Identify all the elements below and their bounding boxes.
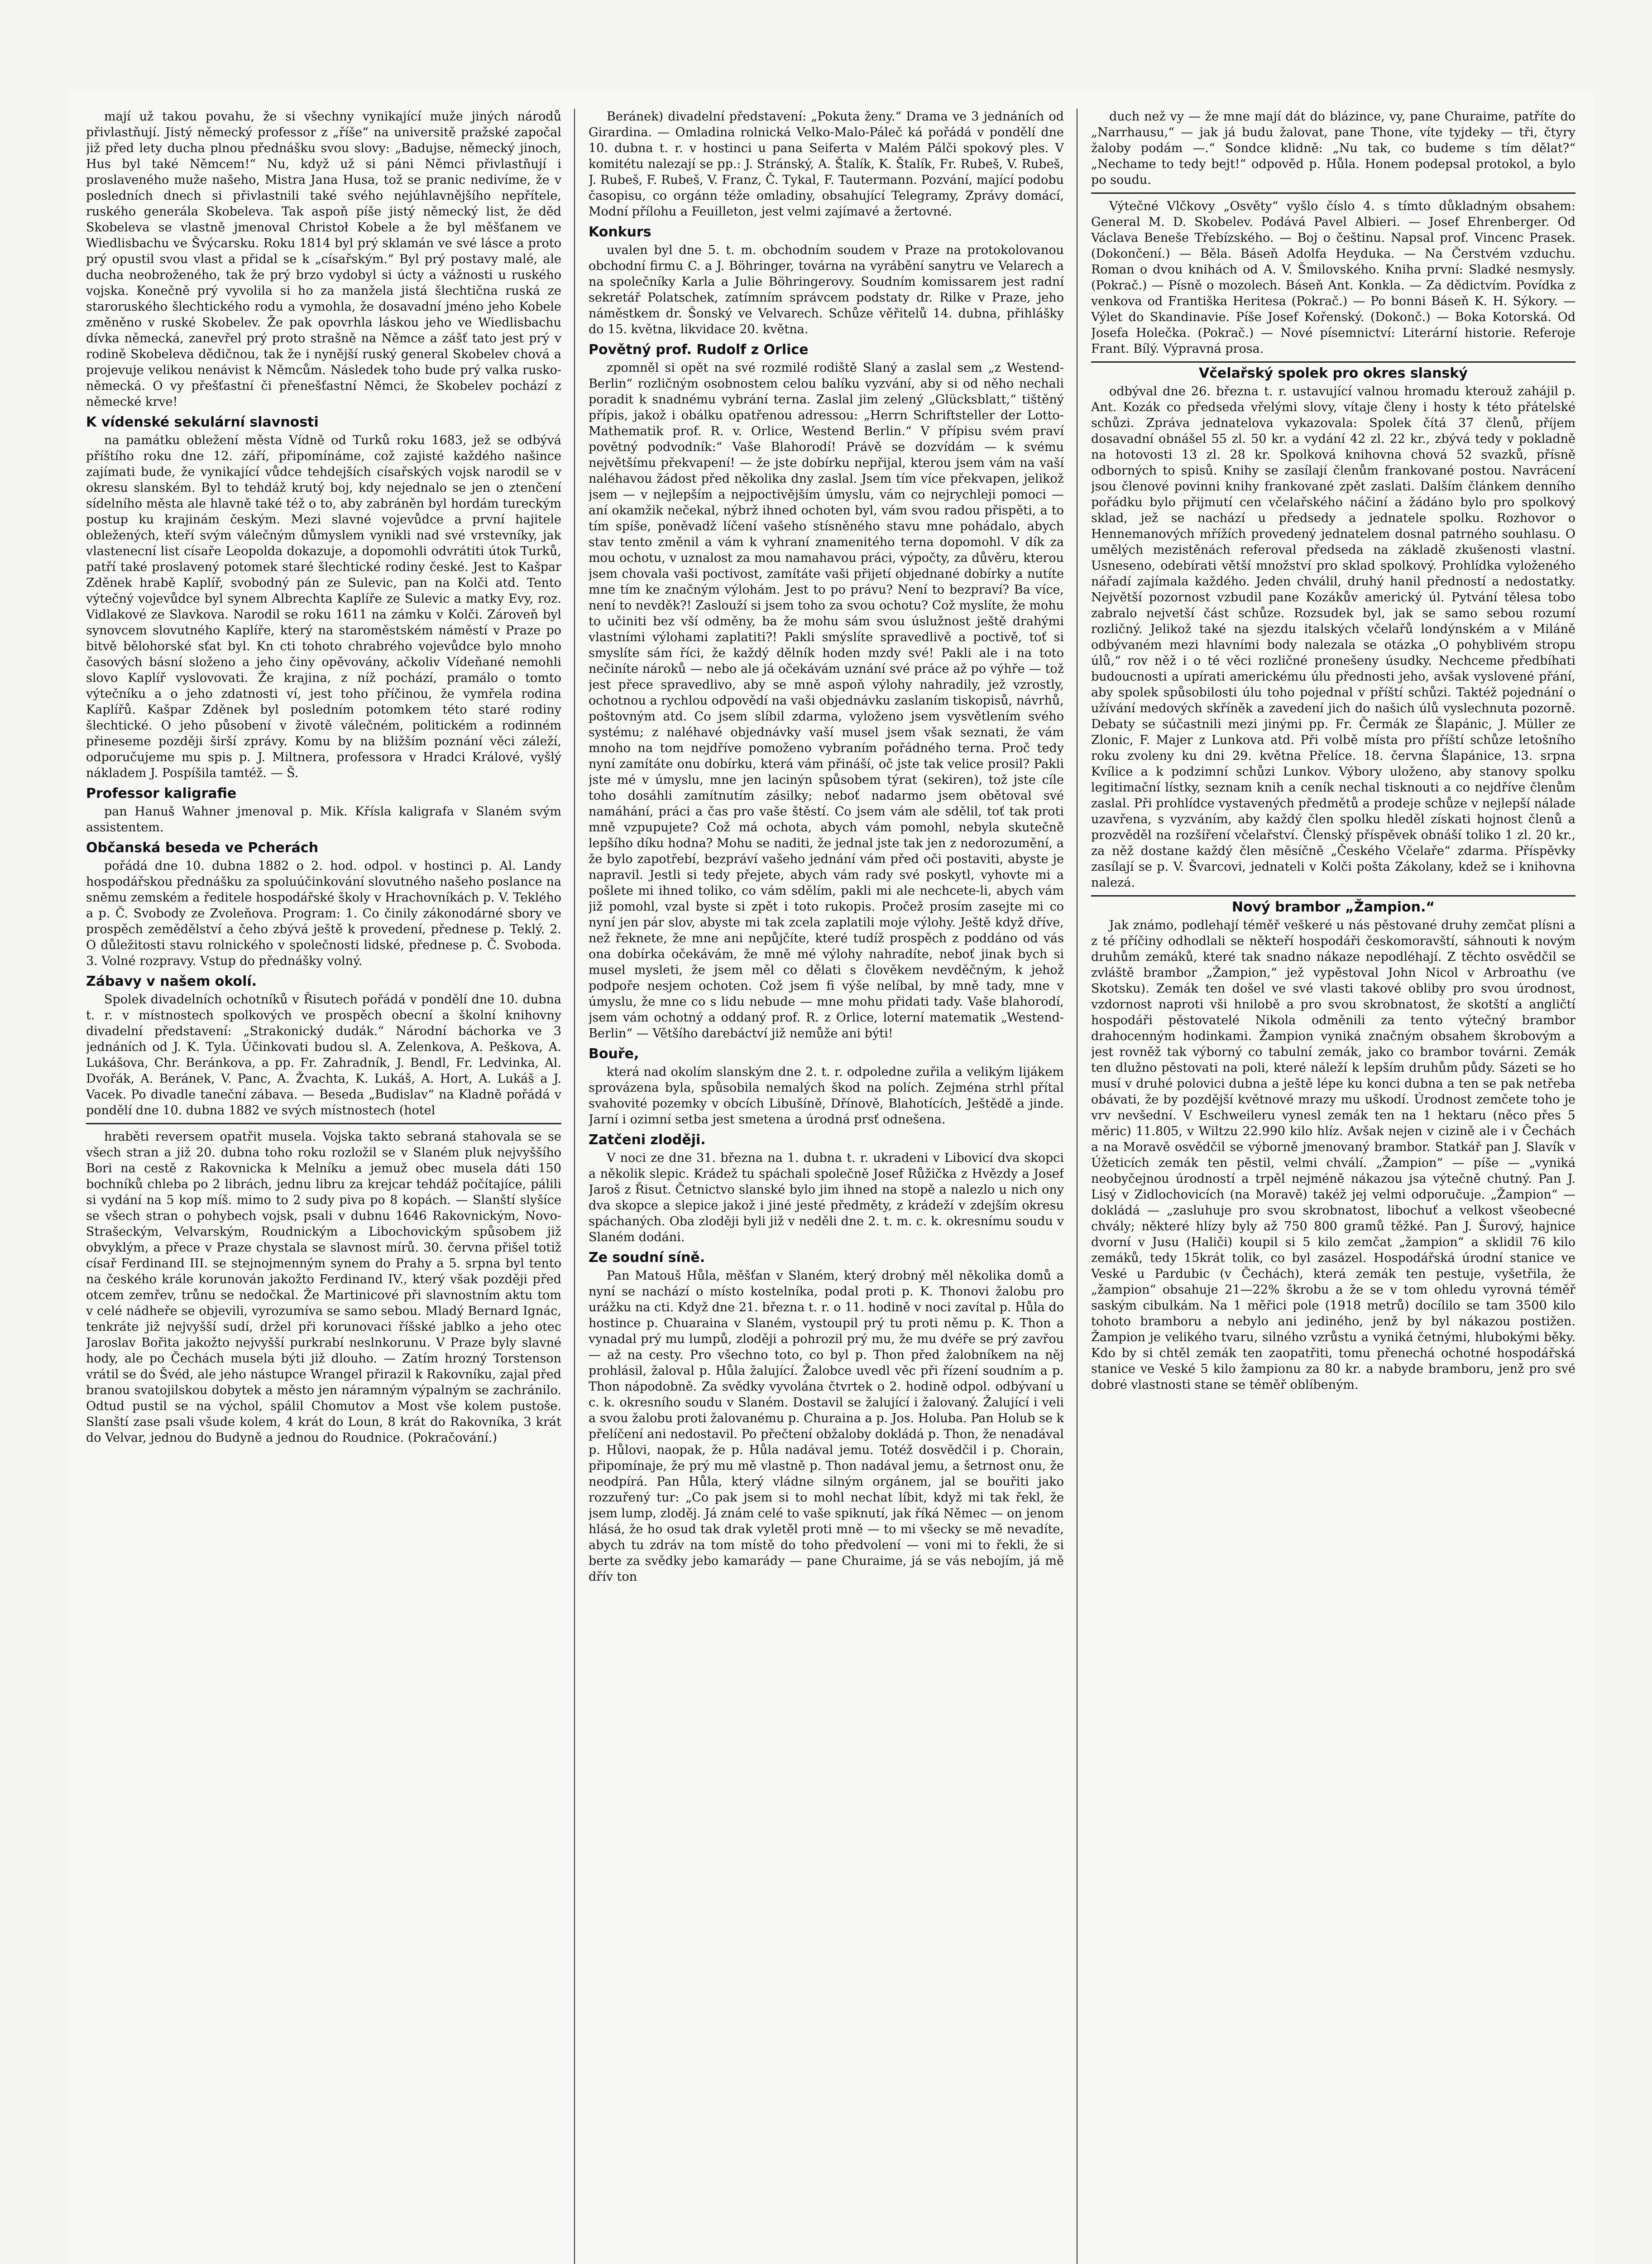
column-3 xyxy=(1091,109,1575,2264)
article-text: duch než vy — že mne mají dát do blázince, vy, pane Churaime, patříte do „Narrhausu,“ — jak já budu žalovat, pane Thone, víte tyjdeky — tři, čtyry žaloby podám —.“ Sondce klidně: „Nu tak, co budeme s tím dělat?“ „Nechame to tedy bejt!“ odpověd p. Hůla. Honem podepsal protokol, a bylo po soudu. xyxy=(1091,110,1575,187)
article-text: mají už takou povahu, že si všechny vynikající muže jiných národů přivlastňují. Jistý německý professor z „říše“ na universitě pražské započal již před lety ducha plnou přednášku svou slovy: „Badujse, německý jinoch, Hus byl také Němcem!“ Nu, když už si páni Němci přivlastňují i proslaveného muže našeho, Mistra Jana Husa, tož se pranic nedivíme, že v posledních dnech si přivlastnili také svého nejúhlavnějšího nepřítele, ruského generála Skobeleva. Tak aspoň píše jistý německý list, že děd Skobeleva se vlastně jmenoval Christoł Kobele a že byl měšťanem ve Wiedlisbachu ve Švýcarsku. Roku 1814 byl prý sklamán ve své lásce a proto prý opustil svou vlast a přidal se k „císařským.“ Byl prý postavy malé, ale ducha neobroženého, tak že prý brzo vydobyl si úcty a vážnosti u ruského vojska. Konečně prý vyvolila si ho za manžela jistá šlechtična ruská ze staroruského šlechtického rodu a vymohla, že dosavadní jméno jeho Kobele změněno v ruské Skobelev. Že pak opovrhla láskou jeho ve Wiedlisbachu dívka německá, zanevřel prý proto strašně na Němce a zášť tato jest prý v rodině Skobeleva dědičnou, tak že i nynější ruský general Skobelev chová a projevuje velikou nenávist k Němcům. Následek toho bude prý valka rusko-německá. O vy přešťastní či přenešťastní Němci, že Skobelev pochází z německé krve! xyxy=(86,110,561,409)
article-text: uvalen byl dne 5. t. m. obchodním soudem v Praze na protokolovanou obchodní firmu C. a J. Böhringer, továrna na vyrábění sanytru ve Velarech a na společníky Karla a Julie Böhringerovy. Soudním komissarem jest radní sekretář Polatschek, zatímním správcem podstaty dr. Rilke v Praze, jeho náměstkem dr. Šonský ve Velvarech. Schůze věřitelů 14. dubna, přihlášky do 15. května, likvidace 20. května. xyxy=(589,243,1064,336)
article-text: pořádá dne 10. dubna 1882 o 2. hod. odpol. v hostinci p. Al. Landy hospodářskou přednášku za spoluúčinkování slovutného našeho poslance na sněmu zemském a ředitele hospodářské školy v Hrachovníkách p. V. Teklého a p. Č. Svobody ze Zvoleňova. Program: 1. Co činily zákonodárné sbory ve prospěch zemědělství a čeho zbývá ještě k provedení, přednese p. Teklý. 2. O důležitosti stavu rolnického v společnosti lidské, přednese p. Č. Svoboda. 3. Volné rozpravy. Vstup do přednášky volný. xyxy=(86,859,561,968)
article-text: Pan Matouš Hůla, měšťan v Slaném, který drobný měl několika domů a nyní se nachází o místo kostelníka, podal proti p. K. Thonovi žalobu pro urážku na cti. Když dne 21. března t. r. o 11. hodině v noci zavítal p. Hůla do hostince p. Chuaraina v Slaném, vystoupil prý tu proti němu p. K. Thon a vynadal prý mu lumpů, zloději a pohrozil prý mu, že mu dvéře se prý zavřou — až na cesty. Pro všechno toto, co byl p. Thon před žalobníkem na něj prohlásil, žaloval p. Hůla žalující. Žalobce uvedl věc při řízení soudním a p. Thon nápodobně. Za svědky vyvolána čtvrtek o 2. hodině odpol. odbývaní u c. k. okresního soudu v Slaném. Dostavil se žalující i žalovaný. Žalující i veli a svou žalobu proti žalovanému p. Churaina a p. Jos. Holuba. Pan Holub se k přelíčení ani nedostavil. Po přečtení obžaloby dokládá p. Thon, že nenadával p. Hůlovi, naopak, že p. Hůla nadával jemu. Totéž dosvědčil i p. Chorain, připomínaje, že prý mu mě vlastně p. Thon nadával jemu, a šetrnost onu, že neodpírá. Pan Hůla, který vládne silným orgánem, jal se bouřiti jako rozzuřený tur: „Co pak jsem si to mohl nechat líbit, když mi tak řekl, že jsem lump, zloděj. Já znám celé to vaše spiknutí, jak říká Němec — on jenom hlásá, že ho osud tak drak vyletěl proti mně — to mi všecky se mě nevadíte, abych tu zdráv na tom místě do toho předvolení — voni mi to řekli, že si berte za svědky jebo kamarády — pane Churaime, já se vás nebojím, já mě dřív ton xyxy=(589,1269,1064,1584)
article-heading: Občanská beseda ve Pcherách xyxy=(86,840,319,856)
section-divider xyxy=(86,1123,561,1124)
article-text: Spolek divadelních ochotníků v Řisutech pořádá v pondělí dne 10. dubna t. r. v místnostech spolkových ve prospěch obecní a školní knihovny divadelní představení: „Strakonický dudák.“ Národní báchorka ve 3 jednáních od J. K. Tyla. Účinkovati budou sl. A. Zelenkova, A. Peškova, A. Lukášova, Chr. Beránkova, a pp. Fr. Zahradník, J. Bendl, Fr. Ledvinka, Al. Dvořák, A. Beránek, V. Panc, A. Žvachta, K. Lukáš, A. Hort, A. Lukáš a J. Vacek. Po divadle taneční zábava. — Beseda „Budislav“ na Kladně pořádá v pondělí dne 10. dubna 1882 ve svých místnostech (hotel xyxy=(86,993,561,1118)
article-text: pan Hanuš Wahner jmenoval p. Mik. Křísla kaligrafa v Slaném svým assistentem. xyxy=(86,805,561,835)
column-2 xyxy=(589,109,1064,2264)
column-1 xyxy=(86,109,561,2264)
article-heading: Ze soudní síně. xyxy=(589,1250,705,1266)
article-text: V noci ze dne 31. března na 1. dubna t. r. ukradeni v Libovicí dva skopci a několik slepic. Krádež tu spáchali společně Josef Růžička z Hvězdy a Josef Jaroš z Řisut. Četnictvo slanské bylo jim ihned na stopě a nalezlo u nich ony dva skopce a slepice jakož i jiné jesté předměty, z krádeží v zdejším okresu spáchaných. Oba zloději byli již v neděli dne 2. t. m. c. k. okresnímu soudu v Slaném dodáni. xyxy=(589,1151,1064,1244)
serial-text: hraběti reversem opatřit musela. Vojska takto sebraná stahovala se se všech stran a již 20. dubna toho roku rozložil se v Slaném pluk nejvyššího Bori na cestě z Rakovnicka k Melníku a jemuž obec musela dáti 150 bochníků chleba po 2 librách, jednu libru za krejcar tehdáž počítajíce, pálili si vydání na 5 kop míš. mimo to 2 sudy piva po 8 kopách. — Slanští slyšíce se všech stran o pohybech vojsk, psali v dubnu 1646 Rakovnickým, Novo-Strašeckým, Velvarským, Roudnickým a Libochovickým spůsobem již obvyklým, a přece v Praze chystala se slavnost mírů. 30. června přišel totiž císař Ferdinand III. se stejnojmenným synem do Prahy a 5. srpna byl tento na českého krále korunován jakožto Ferdinand IV., který však později před otcem zemřev, trůnu se nedočkal. Že Martinicové při slavnostním aktu tom v celé nádheře se objevili, vyrozumíva se samo sebou. Mladý Bernard Ignác, tenkráte již nejvyšší sudí, držel při korunovaci říšské jablko a jeho otec Jaroslav Bořita jakožto nejvyšší purkrabí neslnkorunu. V Praze byly slavné hody, ale po Čechách musela býti již dlouho. — Zatím hrozný Torstenson vrátil se do Švéd, ale jeho nástupce Wrangel přirazil k Rakovníku, zajal před branou svatojilskou dobytek a město jen náramným výpalným se zachránilo. Odtud pustil se na výchol, spálil Chomutov a Most vše kolem pustoše. Slanští zase psali všude kolem, 4 krát do Loun, 8 krát do Rakovníka, 3 krát do Velvar, jednou do Budyně a jednou do Roudnice. (Pokračování.) xyxy=(86,1130,561,1445)
article-heading: Povětný prof. Rudolf z Orlice xyxy=(589,342,809,358)
article-text: zpomněl si opět na své rozmilé rodiště Slaný a zaslal sem „z Westend-Berlin“ rozličným osobnostem celou balíku vyzvání, aby si od něho nechali poradit k snadnému vybrání terna. Zaslal jim zelený „Glücksblatt,“ tištěný přípis, jakož i obálku opatřenou adressou: „Herrn Schriftsteller der Lotto-Mathematik prof. R. v. Orlice, Westend Berlin.“ V přípisu svém praví povětný podvodník:“ Vaše Blahorodí! Právě se dozvídám — k svému největšímu překvapení! — že jste dobírku nepřijal, kterou jsem vám na vaší naléhavou žádost před několika dny zaslal. Jsem tím více překvapen, jelikož jsem — v nejlepším a nejpoctivějším úmyslu, vám co nejrychleji pomoci — aní okamžik nečekal, nýbrž ihned ochoten byl, vám svou radou přispěti, a to tím spíše, poněvadž líčení vašeho stísněného stavu mne pohádalo, abych stav tento změnil a vám k vyhraní znamenitého terna dopomohl. V dík za mou ochotu, v uznalost za mou namahavou práci, výpočty, za důvěru, kterou jsem chovala vaši poctivost, zamítáte vaši přijetí objednané dobírky a nutíte mne tím ke značným výlohám. Jest to po právu? Není to bezpraví? Ba více, není to nevděk?! Zaslouží si jsem toho za svou ochotu? Což myslíte, že mohu to učiniti bez vší odměny, ba že mohu sám svou úslužnost ještě drahými vlastními výlohami zaplatiti?! Pakli smýslíte spravedlivě a poctivě, toť si smyslíte sám říci, že každý dělník hoden mzdy své! Pakli ale i na toto nečiníte nároků — nebo ale já očekávám uznání své práce až po výhře — tož jest přece spravedlivo, aby se mně aspoň výlohy nahradily, jež vzrostly, ochotnou a rychlou odpovědí na vaši objednávku zaslaním tiskopisů, návrhů, poštovným atd. Co jsem slíbil zdarma, vyloženo jsem vysvětlením svého systému; z naléhavé objednávky vaší musel jsem však seznati, že vám mnoho na tom nejdříve pomoženo vybraním pořádného terna. Proč tedy nyní zamítáte onu dobírku, která vám přináší, oč jste tak velice prosil? Pakli jste mé v úmyslu, mne jen lacinýn spůsobem týrat (sekiren), tož jste cíle toho dosáhli zamítnutím zásilky; neboť nadarmo jsem obětoval své namáhání, práci a čas pro vaše štěstí. Co jsem vám ale sdělil, toť tak proti mně vzpupujete? Což má ochota, abych vám pomohl, nebyla skutečně lepšího díku hodna? Mohu se naditi, že jednal jste tak jen z nedorozumění, a že bylo zapotřebí, bezpráví vašeho jednání vám před oči postaviti, abyste je napravil. Jestli si tedy přejete, abych vám rady své poskytl, vyhovte mi a pošlete mi ihned toliko, co vám sdělím, pakli mi ale nechcete-li, abych vám již pomohl, vzal byste si zpět i toto rukopis. Pročež prosím zasejte mi co nyní jen pár slov, abyste mi tak zcela zaplatili moje výlohy. Ještě když dříve, než řeknete, že mne ani nepůjčíte, které tudíž prospěch z poddáno od vás ona dobírka očekávám, že mně mé výlohy nahradíte, neboť jinak bych si musel mysleti, že jsem měl co dělati s člověkem nevděčným, k jehož podpoře nesjem ochoten. Což jsem fi výše nelíbal, by mně tady, mne v úmyslu, že mne co s lidu nebude — mne mohu přidati tady. Vaše blahorodí, jsem vám ochotný a oddaný prof. R. z Orlice, loterní matematik „Westend-Berlin“ — Většího darebáctví již nemůže ani býti! xyxy=(589,361,1064,1041)
article-heading: Bouře, xyxy=(589,1046,639,1062)
article-heading: K vídenské sekulární slavnosti xyxy=(86,414,319,430)
article-heading: Včelařský spolek pro okres slanský xyxy=(1091,361,1575,382)
newspaper-page xyxy=(68,91,1594,2264)
article-text: odbýval dne 26. března t. r. ustavující valnou hromadu kterouž zahájil p. Ant. Kozák co předseda vřelými slovy, vítaje členy i hosty k této přátelské schůzi. Zpráva jednatelova vykazovala: Spolek čítá 37 členů, příjem dosavadní obnášel 55 zl. 50 kr. a vydání 42 zl. 22 kr., zbývá tedy v pokladně na hotovosti 13 zl. 28 kr. Spolková knihovna chová 52 svazků, přísně odborných to spisů. Knihy se zasílají členům frankované postou. Navrácení jsou členové povinni knihy frankované zpět zaslati. Dalším článkem denního pořádku bylo přijmutí cen včelařského náčiní a žádáno bylo pro spolkový sklad, jež se nachází u předsedy a jednatele spolku. Rozhovor o Hennemanových mřížích provedený jednatelem dosnal patrného souhlasu. O umělých mezistěnách referoval předseda na základě zkušenosti vlastní. Usneseno, odebírati větší množství pro sklad spolkový. Prohlídka vyloženého nářadí zajímala každého. Jeden chválil, druhý hanil předností a nedostatky. Největší pozornost vzbudil pane Kozákův americký úl. Pytvání tělesa tobo zabralo nejvetší část schůze. Rozsudek byl, jak se samo sebou rozumí rozličný. Jelikož také na sjezdu italských včelařů londýnském a v Miláně odbývaném mezi hlavními body nalezala se otázka „O pohyblivém stropu úlů,“ rov něž i o té věci rozličné pronešeny úsudky. Nechceme předbíhati budoucnosti a upírati americkému úlu přednosti jeho, avšak vyslovené přání, aby spolek spůsobilosti úlu toho pojednal v příští schůzi. Taktéž pojednání o užívání medových skříněk a zavedení jich do našich úlů vyslechnuta pozorně. Debaty se súčastnili mezi jinými pp. Fr. Čermák ze Šlapánic, J. Müller ze Zlonic, F. Majer z Lunkova atd. Při volbě místa pro příští schůze letošního roku zvoleny ku dni 29. května Přelíce. 18. června Šlapánice, 13. srpna Kvílice a k podzimní schůzi Lunkov. Výbory uloženo, aby stanovy spolku legitimační lístky, seznam knih a ceník nechal tisknouti a co nejdříve členům zaslal. Při prohlídce vystavených předmětů a prodeje schůze v nejlepší nálade uzavřena, s vyzváním, aby každý člen spolku hleděl získati hojnost členů a prozvěděl na rozšíření včelařství. Členský příspěvek obnáší toliko 1 zl. 20 kr., za něž dostane každý člen měsíčně „Českého Včelaře“ zdarma. Příspěvky zasílají se p. V. Švarcovi, jednateli v Kolči pošta Zákolany, kdež se i knihovna nalezá. xyxy=(1091,384,1575,890)
column-rule xyxy=(574,109,575,2264)
article-text: Beránek) divadelní představení: „Pokuta ženy.“ Drama ve 3 jednáních od Girardina. — Omladina rolnická Velko-Malo-Páleč ká pořádá v pondělí dne 10. dubna t. r. v hostinci u pana Seiferta v Malém Pálči spokový ples. V komitétu nalezají se pp.: J. Stránský, A. Štalík, K. Štalík, Fr. Rubeš, V. Rubeš, J. Rubeš, F. Rubeš, V. Franz, Č. Tykal, F. Tautermann. Pozvání, mající podobu časopisu, co orgánn téže omladiny, obsahující Telegramy, Zprávy domácí, Modní přílohu a Feuilleton, jest velmi zajímavé a žertovné. xyxy=(589,110,1064,219)
article-heading: Professor kaligrafie xyxy=(86,786,237,801)
article-heading: Konkurs xyxy=(589,224,651,240)
article-heading: Nový brambor „Žampion.“ xyxy=(1091,895,1575,916)
article-text: Výtečné Vlčkovy „Osvěty“ vyšlo číslo 4. s tímto důkladným obsahem: General M. D. Skobelev. Podává Pavel Albieri. — Josef Ehrenberger. Od Václava Beneše Třebízského. — Boj o češtinu. Napsal prof. Vincenc Prasek. (Dokončení.) — Běla. Báseň Adolfa Heyduka. — Na Čerstvém vzduchu. Roman o dvou knihách od A. V. Šmilovského. Kniha první: Sladké nesmysly. (Pokrač.) — Písně o mozolech. Báseň Ant. Konkla. — Za dědictvím. Povídka z venkova od Františka Heritesa (Pokrač.) — Po bonni Báseň K. H. Sýkory. — Výlet do Skandinavie. Píše Josef Kořenský. (Dokonč.) — Boka Kotorská. Od Josefa Holečka. (Pokrač.) — Nové písemnictví: Literární historie. Referoje Frant. Bílý. Výpravná prosa. xyxy=(1091,199,1575,356)
article-heading: Zatčeni zloději. xyxy=(589,1132,706,1148)
article-text: Jak známo, podlehají téměř veškeré u nás pěstované druhy zemčat plísni a z té příčiny odhodlali se někteří hospodáři českomoravští, sáhnouti k novým druhům zemáků, které tak snadno nákaze nepodléhají. Z těchto osvědčil se zvláště brambor „Žampion,“ jež vypěstoval John Nicol v Arbroathu (ve Skotsku). Zemák ten došel ve své vlasti takové obliby pro svou úrodnost, vzdornost naproti vši hnilobě a pro svou skrobnatost, že skotští a angličtí hospodáři pěstovatelé Nikola odměnili za tento výtečný brambor drahocenným hodinkami. Žampion vyniká značným obsahem škrobovým a jest rovněž tak výborný co tabulní zemák, jako co brambor továrni. Zemák ten dlužno pěstovati na poli, které náleží k lepším druhům půdy. Sázeti se ho musí v druhé polovici dubna a ještě lépe ku konci dubna a ten se pak netřeba obávati, že by pozdější květnové mrazy mu uškodí. Úrodnost zemčete toho je vrv nevšední. V Eschweileru vynesl zemák ten na 1 hektaru (něco přes 5 měric) 11.805, v Wiltzu 22.990 kilo hlíz. Avšak nejen v cizině ale i v Čechách a na Moravě osvědčil se výborně jmenovaný brambor. Statkář pan J. Slavík v Úžeticích zemák ten pěstil, velmi chválí. „Žampion“ — píše — „vyniká neobyčejnou úrodností a trpěl nejméně nákazou jsa výtečně chutný. Pan J. Lisý v Zidlochovicích (na Moravě) takéž jej velmi odporučuje. „Žampion“ — dokládá — „zasluhuje pro svou skrobnatost, libochuť a velkost všeobecné chvály; některé hlízy byly až 750 800 gramů těžké. Pan J. Šurový, hajnice dvorní v Jusu (Haliči) koupil si 5 kilo zemčat „žampion“ a sklidil 76 kilo zemáků, tedy 15krát tolik, co byl zasázel. Hospodářská úrodní stanice ve Veské u Pardubic (v Čechách), která zemák ten pestuje, vyšetřila, že „žampion“ obsahuje 21—22% škrobu a že se v tom ohledu vyrovná téměř saským cibulkám. Na 1 měřici pole (1918 metrů) docílilo se tam 3500 kilo tohoto bramboru a nebylo ani jediného, jenž by byl nákazou postižen. Žampion je velikého tvaru, silného vzrůstu a vyniká četnými, hlubokými běky. Kdo by si chtěl zemák ten zaopatřiti, tomu přenechá ochotné hospodářská stanice ve Veské 5 kilo žampionu za 80 kr. a nabyde bramboru, jenž pro své dobré vlastnosti stane se téměř oblíbeným. xyxy=(1091,918,1575,1392)
section-divider xyxy=(1091,192,1575,194)
article-text: která nad okolím slanským dne 2. t. r. odpoledne zuřila a velikým lijákem sprovázena byla, spůsobila nemalých škod na polích. Zejména strhl přítal svahovité pozemky v obcích Libušíně, Dřínově, Blahotících, Ještědě a jinde. Jarní i ozimní setba jest smetena a úrodná prsť odnešena. xyxy=(589,1065,1064,1127)
article-text: na památku obležení města Vídně od Turků roku 1683, jež se odbývá příštího roku dne 12. září, připomínáme, což zajisté každého našince zajímati bude, že vynikající vůdce tehdejších císařských vojsk narodil se v okresu slanském. Byl to tehdáž krutý boj, kdy nejednalo se jen o ztenčení sídelního města ale hlavně také též o to, aby zabráněn byl hordám tureckým postup ku krajinám českým. Mezi slavné vojevůdce a první hajitele obležených, kteří svým válečným důmyslem vynikli nad své vrstevníky, jak vlastenecní list císaře Leopolda dokazuje, a dopomohli odvrátiti útok Turků, patří také proslavený potomek staré šlechtické rodiny české. Jest to Kašpar Zděnek hrabě Kaplíř, svobodný pán ze Sulevic, pan na Kolči atd. Tento výtečný vojevůdce byl synem Albrechta Kaplíře ze Sulevic a matky Evy, roz. Vidlakové ze Slavkova. Narodil se roku 1611 na zámku v Kolči. Zároveň byl synovcem slovutného Kaplíře, který na staroměstském náměstí v Praze po bitvě bělohorské sťat byl. Kn cti tohoto chrabrého vojevůdce bylo mnoho časových básní složeno a jeho činy opěvovány, ačkoliv Vídeňané nemohli slovo Kaplíř vyslovovati. Že krajina, z níž pochází, pramálo o tomto výtečníku a o jeho zdatnosti ví, jest toho příčinou, že vymřela rodina Kaplířů. Kašpar Zděnek byl posledním potomkem této staré rodiny šlechtické. O jeho působení v životě válečném, politickém a rodinném přineseme později širší zprávy. Komu by na bližším poznání věci záleží, odporučujeme mu spis p. J. Miltnera, professora v Hradci Králové, vyšlý nákladem J. Pospíšila tamtéž. — Š. xyxy=(86,433,561,780)
article-heading: Zábavy v našem okolí. xyxy=(86,974,257,989)
